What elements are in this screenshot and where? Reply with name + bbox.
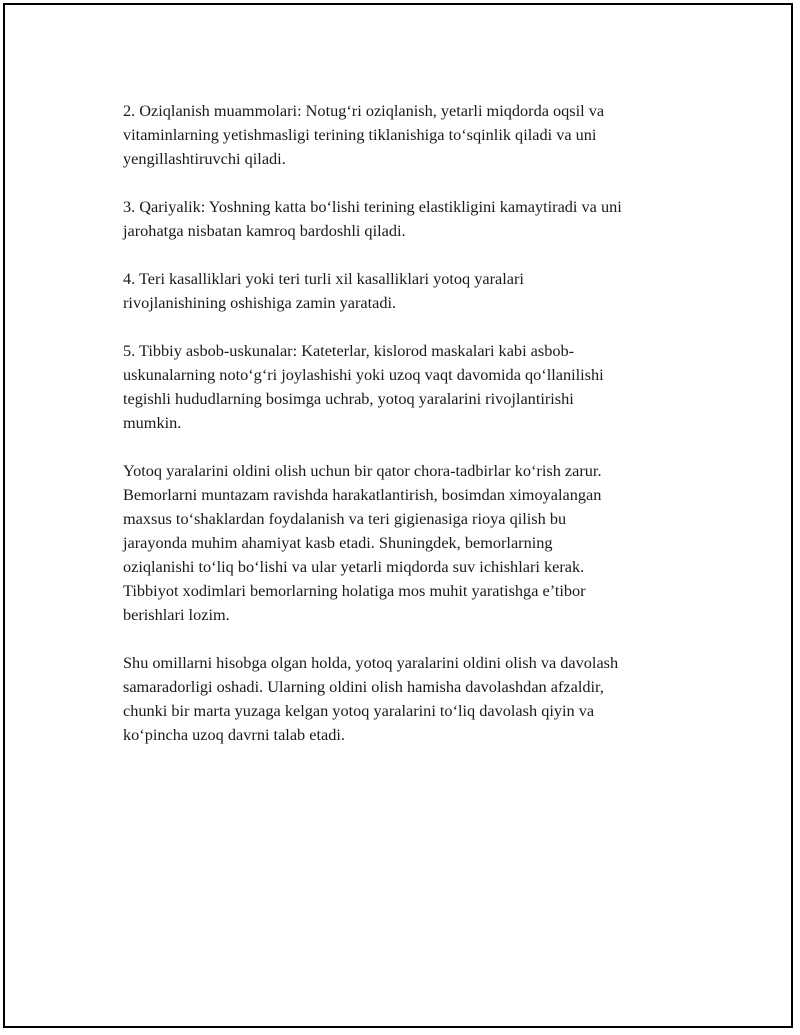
text-line: vitaminlarning yetishmasligi terining tiklanishiga to‘sqinlik qiladi va uni (123, 125, 597, 144)
paragraph-old-age (123, 195, 693, 243)
document-body (123, 99, 693, 771)
paragraph-nutrition-problems (123, 99, 693, 171)
text-line: tegishli hududlarning bosimga uchrab, yotoq yaralarini rivojlantirishi (123, 389, 574, 408)
paragraph-medical-equipment (123, 339, 693, 435)
paragraph-skin-diseases (123, 267, 693, 315)
text-line: oziqlanishi to‘liq bo‘lishi va ular yetarli miqdorda suv ichishlari kerak. (123, 557, 585, 576)
text-line: chunki bir marta yuzaga kelgan yotoq yaralarini to‘liq davolash qiyin va (123, 701, 595, 720)
text-line: uskunalarning noto‘g‘ri joylashishi yoki uzoq vaqt davomida qo‘llanilishi (123, 365, 604, 384)
text-line: 4. Teri kasalliklari yoki teri turli xil kasalliklari yotoq yaralari (123, 269, 524, 288)
text-line: mumkin. (123, 413, 182, 432)
text-line: Yotoq yaralarini oldini olish uchun bir qator chora-tadbirlar ko‘rish zarur. (123, 461, 602, 480)
text-line: jarohatga nisbatan kamroq bardoshli qiladi. (123, 221, 406, 240)
text-line: berishlari lozim. (123, 605, 230, 624)
text-line: jarayonda muhim ahamiyat kasb etadi. Shuningdek, bemorlarning (123, 533, 553, 552)
text-line: ko‘pincha uzoq davrni talab etadi. (123, 725, 345, 744)
text-line: rivojlanishining oshishiga zamin yaratadi. (123, 293, 397, 312)
text-line: 2. Oziqlanish muammolari: Notug‘ri oziqlanish, yetarli miqdorda oqsil va (123, 101, 605, 120)
text-line: Bemorlarni muntazam ravishda harakatlantirish, bosimdan ximoyalangan (123, 485, 602, 504)
text-line: 3. Qariyalik: Yoshning katta bo‘lishi terining elastikligini kamaytiradi va uni (123, 197, 622, 216)
paragraph-conclusion (123, 651, 693, 747)
page-frame (3, 3, 793, 1028)
text-line: Tibbiyot xodimlari bemorlarning holatiga mos muhit yaratishga e’tibor (123, 581, 586, 600)
text-line: Shu omillarni hisobga olgan holda, yotoq yaralarini oldini olish va davolash (123, 653, 619, 672)
text-line: maxsus to‘shaklardan foydalanish va teri gigienasiga rioya qilish bu (123, 509, 567, 528)
text-line: yengillashtiruvchi qiladi. (123, 149, 286, 168)
text-line: 5. Tibbiy asbob-uskunalar: Kateterlar, kislorod maskalari kabi asbob- (123, 341, 575, 360)
text-line: samaradorligi oshadi. Ularning oldini olish hamisha davolashdan afzaldir, (123, 677, 604, 696)
paragraph-prevention-measures (123, 459, 693, 627)
